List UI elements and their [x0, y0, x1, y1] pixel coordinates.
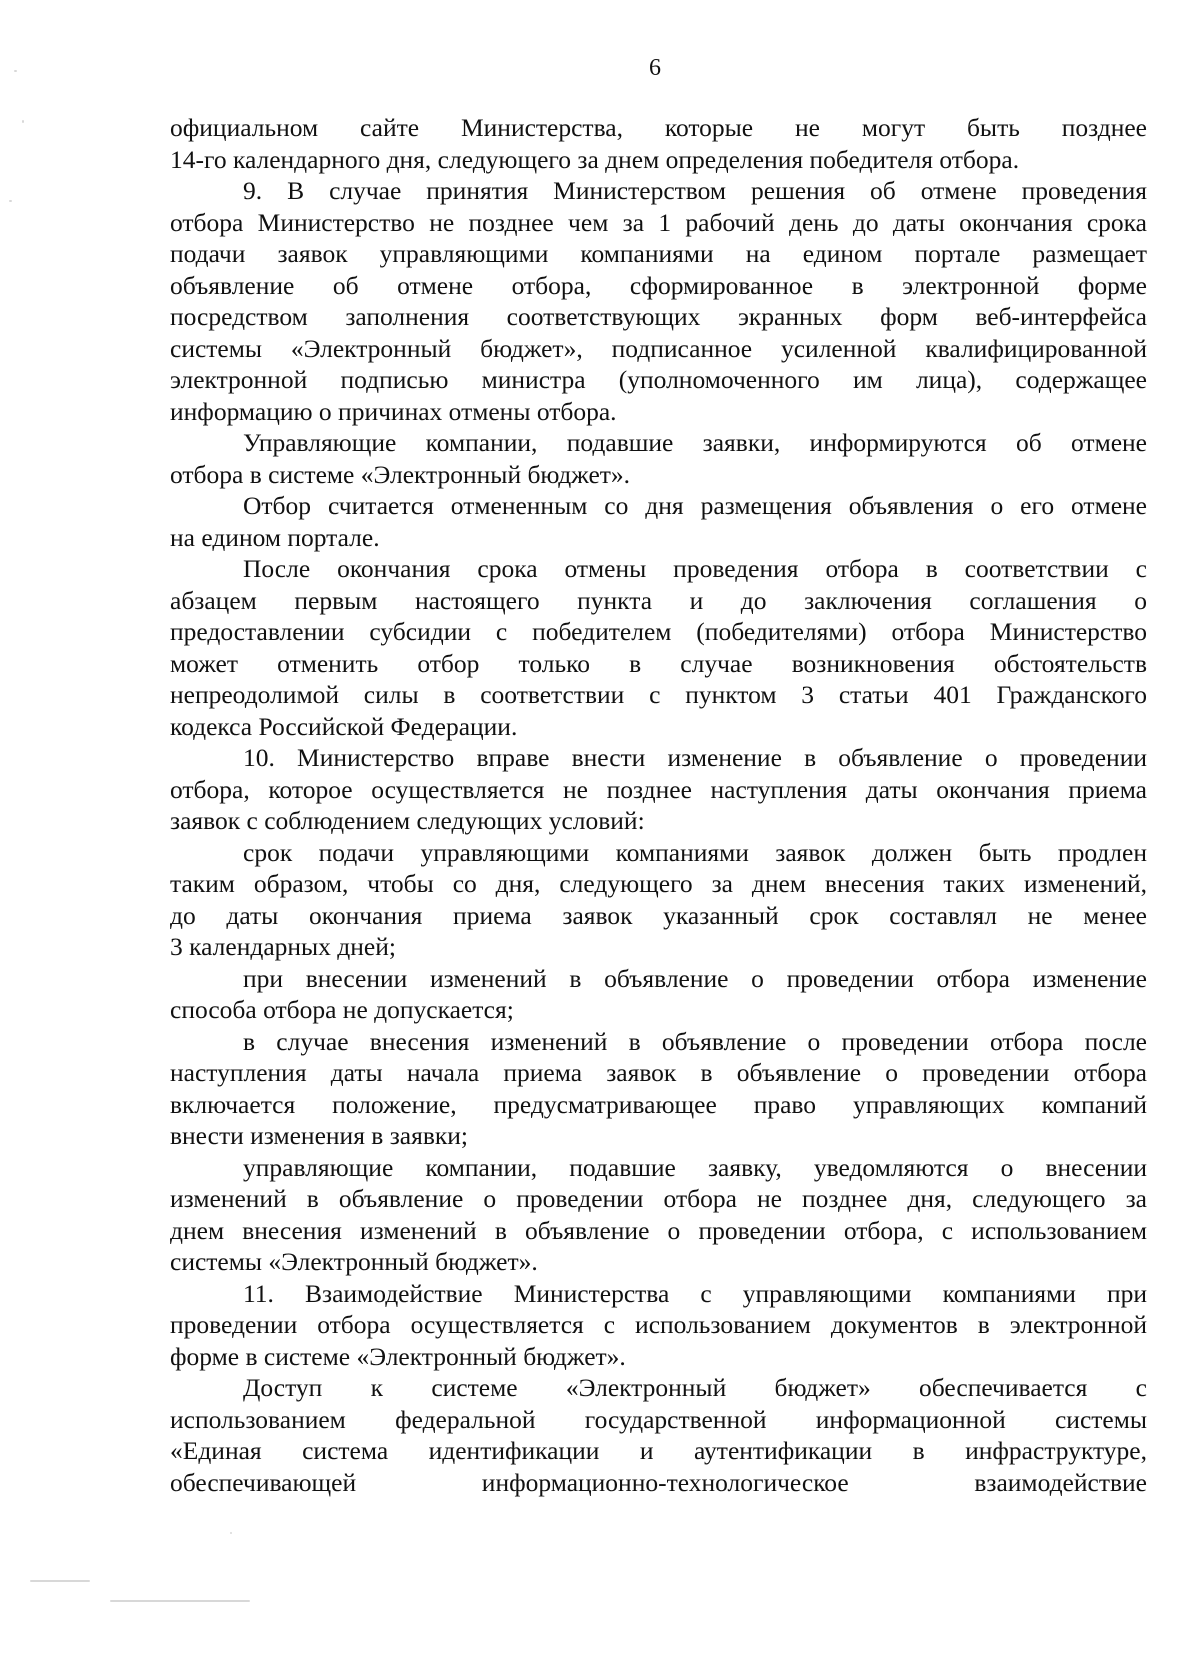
text-line: 14-го календарного дня, следующего за днем определения победителя отбора.	[170, 144, 1020, 174]
text-line: непреодолимой силы в соответствии с пунктом 3 статьи 401 Гражданского	[170, 680, 1147, 709]
paragraph	[170, 427, 1147, 490]
text-line: абзацем первым настоящего пункта и до заключения соглашения о	[170, 585, 1147, 615]
text-line: кодекса Российской Федерации.	[170, 711, 518, 741]
text-line: 9. В случае принятия Министерством решения об отмене проведения	[243, 176, 1147, 205]
paragraph	[170, 175, 1147, 427]
paragraph	[170, 112, 1147, 175]
paragraph	[170, 1278, 1147, 1373]
text-line: до даты окончания приема заявок указанный срок составлял не менее	[170, 900, 1147, 930]
scan-artifact	[9, 200, 12, 202]
text-line: отбора в системе «Электронный бюджет».	[170, 459, 631, 489]
document-body	[170, 112, 1147, 1498]
text-line: информацию о причинах отмены отбора.	[170, 396, 617, 426]
text-line: системы «Электронный бюджет», подписанное усиленной квалифицированной	[170, 333, 1147, 363]
text-line: 10. Министерство вправе внести изменение в объявление о проведении	[243, 743, 1147, 772]
text-line: предоставлении субсидии с победителем (победителями) отбора Министерство	[170, 617, 1147, 646]
scan-artifact	[110, 1600, 250, 1602]
text-line: форме в системе «Электронный бюджет».	[170, 1341, 626, 1371]
paragraph	[170, 1026, 1147, 1152]
text-line: посредством заполнения соответствующих экранных форм веб-интерфейса	[170, 302, 1147, 331]
text-line: обеспечивающей информационно-технологическое взаимодействие	[170, 1467, 1147, 1497]
text-line: таким образом, чтобы со дня, следующего за днем внесения таких изменений,	[170, 869, 1147, 898]
text-line: Управляющие компании, подавшие заявки, информируются об отмене	[243, 428, 1147, 457]
text-line: 3 календарных дней;	[170, 932, 396, 961]
text-line: наступления даты начала приема заявок в объявление о проведении отбора	[170, 1058, 1147, 1087]
scan-artifact	[30, 1580, 90, 1582]
text-line: системы «Электронный бюджет».	[170, 1247, 538, 1276]
paragraph	[170, 963, 1147, 1026]
text-line: может отменить отбор только в случае возникновения обстоятельств	[170, 648, 1147, 678]
paragraph	[170, 490, 1147, 553]
text-line: После окончания срока отмены проведения отбора в соответствии с	[243, 554, 1147, 583]
text-line: изменений в объявление о проведении отбора не позднее дня, следующего за	[170, 1184, 1147, 1213]
text-line: срок подачи управляющими компаниями заявок должен быть продлен	[243, 837, 1147, 867]
text-line: 11. Взаимодействие Министерства с управляющими компаниями при	[243, 1278, 1147, 1308]
scan-artifact	[22, 120, 24, 123]
scan-artifact	[14, 70, 17, 72]
paragraph	[170, 1152, 1147, 1278]
text-line: внести изменения в заявки;	[170, 1121, 468, 1150]
text-line: Доступ к системе «Электронный бюджет» обеспечивается с	[243, 1373, 1147, 1402]
paragraph	[170, 1372, 1147, 1498]
text-line: объявление об отмене отбора, сформированное в электронной форме	[170, 270, 1147, 300]
text-line: включается положение, предусматривающее право управляющих компаний	[170, 1089, 1147, 1119]
text-line: Отбор считается отмененным со дня размещения объявления о его отмене	[243, 491, 1147, 520]
text-line: днем внесения изменений в объявление о проведении отбора, с использованием	[170, 1215, 1147, 1245]
text-line: электронной подписью министра (уполномоченного им лица), содержащее	[170, 365, 1147, 394]
text-line: на едином портале.	[170, 522, 380, 552]
text-line: отбора, которое осуществляется не позднее наступления даты окончания приема	[170, 774, 1147, 804]
text-line: отбора Министерство не позднее чем за 1 рабочий день до даты окончания срока	[170, 207, 1147, 237]
text-line: при внесении изменений в объявление о проведении отбора изменение	[243, 963, 1147, 993]
text-line: проведении отбора осуществляется с использованием документов в электронной	[170, 1310, 1147, 1339]
paragraph	[170, 553, 1147, 742]
text-line: в случае внесения изменений в объявление о проведении отбора после	[243, 1026, 1147, 1056]
text-line: официальном сайте Министерства, которые не могут быть позднее	[170, 113, 1147, 142]
paragraph	[170, 837, 1147, 963]
text-line: «Единая система идентификации и аутентификации в инфраструктуре,	[170, 1436, 1147, 1465]
text-line: использованием федеральной государственной информационной системы	[170, 1404, 1147, 1434]
text-line: способа отбора не допускается;	[170, 995, 514, 1024]
text-line: заявок с соблюдением следующих условий:	[170, 806, 645, 835]
page-number: 6	[649, 55, 661, 81]
text-line: управляющие компании, подавшие заявку, уведомляются о внесении	[243, 1152, 1147, 1182]
paragraph	[170, 742, 1147, 837]
text-line: подачи заявок управляющими компаниями на едином портале размещает	[170, 239, 1147, 268]
scan-artifact	[230, 1532, 232, 1534]
